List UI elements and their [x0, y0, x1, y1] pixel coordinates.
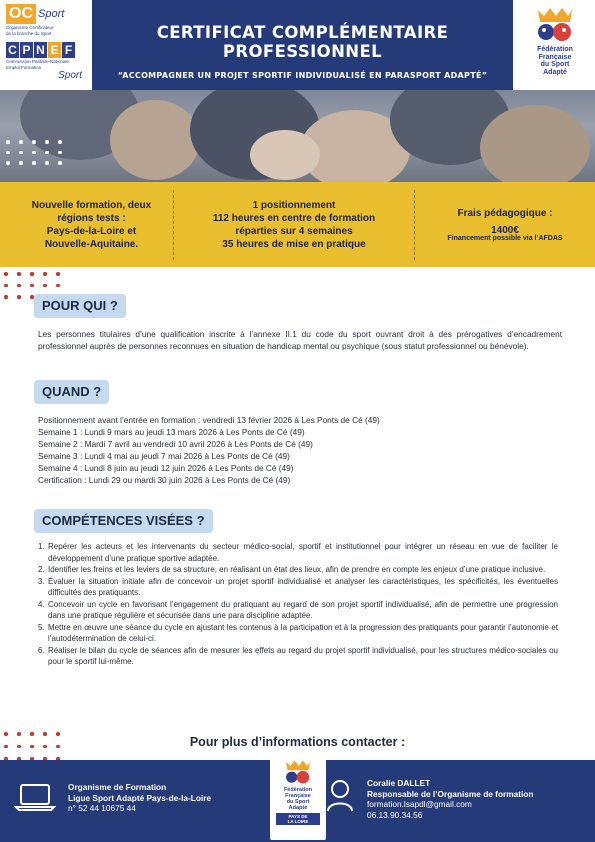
list-item: [38, 564, 558, 576]
info-regions: [0, 199, 173, 251]
section-title-pour-qui: POUR QUI ?: [34, 294, 126, 318]
cpnef-letter: C: [6, 42, 19, 58]
fees-note: Financement possible via l’AFDAS: [447, 234, 563, 242]
contact-role: Responsable de l’Organisme de formation: [367, 788, 534, 799]
schedule-line: Semaine 3 : Lundi 4 mai au jeudi 7 mai 2026 à Les Ponts de Cé (49): [38, 451, 290, 461]
oc-cpnef-logo: [6, 4, 86, 88]
info-line: réparties sur 4 semaines: [235, 225, 353, 237]
page-subtitle: “ACCOMPAGNER UN PROJET SPORTIF INDIVIDUALISÉ EN PARASPORT ADAPTÉ”: [117, 71, 488, 80]
ffsa-line: Française: [538, 53, 572, 61]
footer: [0, 760, 595, 842]
cpnef-subtitle-1: Commission Paritaire Nationale: [6, 59, 70, 64]
list-item-number: 2.: [38, 565, 45, 574]
list-item-number: 4.: [38, 599, 45, 609]
team-huddle-photo: [0, 90, 595, 182]
list-item-text: Repérer les acteurs et les intervenants du secteur médico-social, sportif et institutionnel pour intégrer un réseau en vue de faciliter le développement d’une pratique sportive adaptée.: [48, 542, 558, 563]
list-item: [38, 576, 558, 599]
info-line: Nouvelle formation, deux: [31, 199, 152, 211]
organisme-line-1: Organisme de Formation: [68, 782, 167, 792]
cpnef-letter: N: [34, 42, 47, 58]
contact-title: Pour plus d’informations contacter :: [189, 735, 406, 749]
ffsa-line: Fédération: [537, 46, 573, 53]
info-fees: [415, 207, 595, 243]
ffsa-line: du Sport: [286, 799, 310, 805]
schedule-line: Semaine 1 : Lundi 9 mars au jeudi 13 mars 2026 à Les Ponts de Cé (49): [38, 427, 305, 437]
list-item: [38, 622, 558, 645]
list-item: [38, 599, 558, 622]
contact-person: [325, 778, 590, 820]
info-line: 35 heures de mise en pratique: [222, 238, 366, 250]
contact-organisme: [14, 782, 274, 814]
ffsa-line: du Sport: [540, 61, 570, 68]
ffsa-emblem-icon: [530, 6, 580, 46]
section-title-competences: COMPÉTENCES VISÉES ?: [34, 509, 213, 533]
oc-letters: OC: [6, 4, 36, 24]
contact-email[interactable]: formation.lsapdl@gmail.com: [367, 799, 472, 809]
info-line: Nouvelle-Aquitaine.: [44, 238, 139, 250]
region-line: LA LOIRE: [287, 819, 309, 824]
region-label: [276, 813, 320, 825]
decorative-dots-white: [6, 140, 64, 165]
organisme-number: n° 52 44 10675 44: [68, 803, 136, 813]
ffsa-logo: [522, 6, 588, 86]
schedule-line: Certification : Lundi 29 ou mardi 30 juin 2026 à Les Ponts de Cé (49): [38, 475, 291, 485]
cpnef-letter: F: [62, 42, 75, 58]
schedule-line: Semaine 2 : Mardi 7 avril au vendredi 10 avril 2026 à Les Ponts de Cé (49): [38, 439, 313, 449]
cpnef-letters: [6, 42, 86, 58]
list-item-text: Concevoir un cycle en favorisant l’engagement du pratiquant au regard de son projet sportif individualisé, afin de permettre une progression dans une pratique régulière et sécurisée dans une para discipline adaptée.: [48, 599, 558, 620]
fees-price: 1400€: [491, 224, 519, 236]
region-line: PAYS DE: [288, 814, 308, 819]
schedule-line: Semaine 4 : Lundi 8 juin au jeudi 12 juin 2026 à Les Ponts de Cé (49): [38, 463, 294, 473]
ffsa-line: Fédération: [283, 787, 313, 793]
ffsa-line: Adapté: [288, 805, 308, 811]
ffsa-emblem-icon: [280, 759, 316, 787]
cpnef-sport: Sport: [58, 70, 82, 81]
organisme-line-2: Ligue Sport Adapté Pays-de-la-Loire: [68, 792, 212, 803]
header: [0, 0, 595, 90]
fees-label: Frais pédagogique :: [457, 207, 553, 219]
info-hours: [173, 190, 415, 260]
info-band: [0, 182, 595, 267]
info-line: 112 heures en centre de formation: [212, 212, 376, 224]
schedule-line: Positionnement avant l’entrée en formation : vendredi 13 février 2026 à Les Ponts de Cé (49): [38, 415, 380, 425]
cpnef-subtitle-2: Emploi Formation: [6, 65, 42, 70]
pour-qui-text: Les personnes titulaires d’une qualification inscrite à l’annexe II.1 du code du sport ouvrant droit à des prérogatives d’encadrement professionnel auprès de personnes reconnues en situation de handicap mental ou psychique (sous statut professionnel ou bénévole).: [38, 329, 562, 351]
list-item-text: Identifier les freins et les leviers de sa structure, en réalisant un état des lieux, afin de prendre en compte les enjeux d’une pratique inclusive.: [48, 565, 546, 574]
ffsa-line: Adapté: [543, 68, 567, 76]
oc-subtitle-2: de la branche du Sport: [6, 31, 52, 36]
info-line: Pays-de-la-Loire et: [46, 225, 137, 237]
list-item-text: Évaluer la situation initiale afin de concevoir un projet sportif individualisé et analyser les caractéristiques, les spécificités, les éventuelles difficultés des pratiquants.: [48, 576, 558, 597]
list-item-number: 6.: [38, 645, 45, 655]
info-line: régions tests :: [57, 212, 126, 224]
oc-subtitle-1: Organisme Certificateur: [6, 25, 54, 30]
ffsa-line: Française: [285, 793, 311, 799]
page-title: CERTIFICAT COMPLÉMENTAIRE PROFESSIONNEL: [156, 23, 449, 61]
list-item-number: 3.: [38, 576, 45, 586]
info-line: 1 positionnement: [252, 199, 336, 211]
title-band: [92, 0, 513, 90]
oc-sport: Sport: [38, 8, 65, 20]
list-item: [38, 541, 558, 564]
laptop-icon: [14, 782, 56, 812]
list-item-text: Mettre en œuvre une séance du cycle en ajustant les contenus à la participation et à la progression des pratiquants pour garantir l’autonomie et l’autodétermination de celui-ci.: [48, 622, 558, 643]
cpnef-letter: E: [48, 42, 61, 58]
competences-list: [38, 541, 558, 668]
contact-phone[interactable]: 06.13.90.34.56: [367, 809, 423, 820]
ffsa-pdl-logo: [270, 756, 326, 840]
section-title-quand: QUAND ?: [34, 380, 109, 404]
person-icon: [325, 778, 355, 812]
contact-name: Coralie DALLET: [367, 778, 431, 788]
cpnef-letter: P: [20, 42, 33, 58]
list-item: [38, 645, 558, 668]
list-item-text: Réaliser le bilan du cycle de séances afin de mesurer les effets au regard du projet sportif individualisé, pour les structures médico-sociales ou pour le sportif lui-même.: [48, 645, 558, 666]
list-item-number: 1.: [38, 542, 45, 551]
quand-schedule: [38, 414, 562, 486]
list-item-number: 5.: [38, 622, 45, 632]
